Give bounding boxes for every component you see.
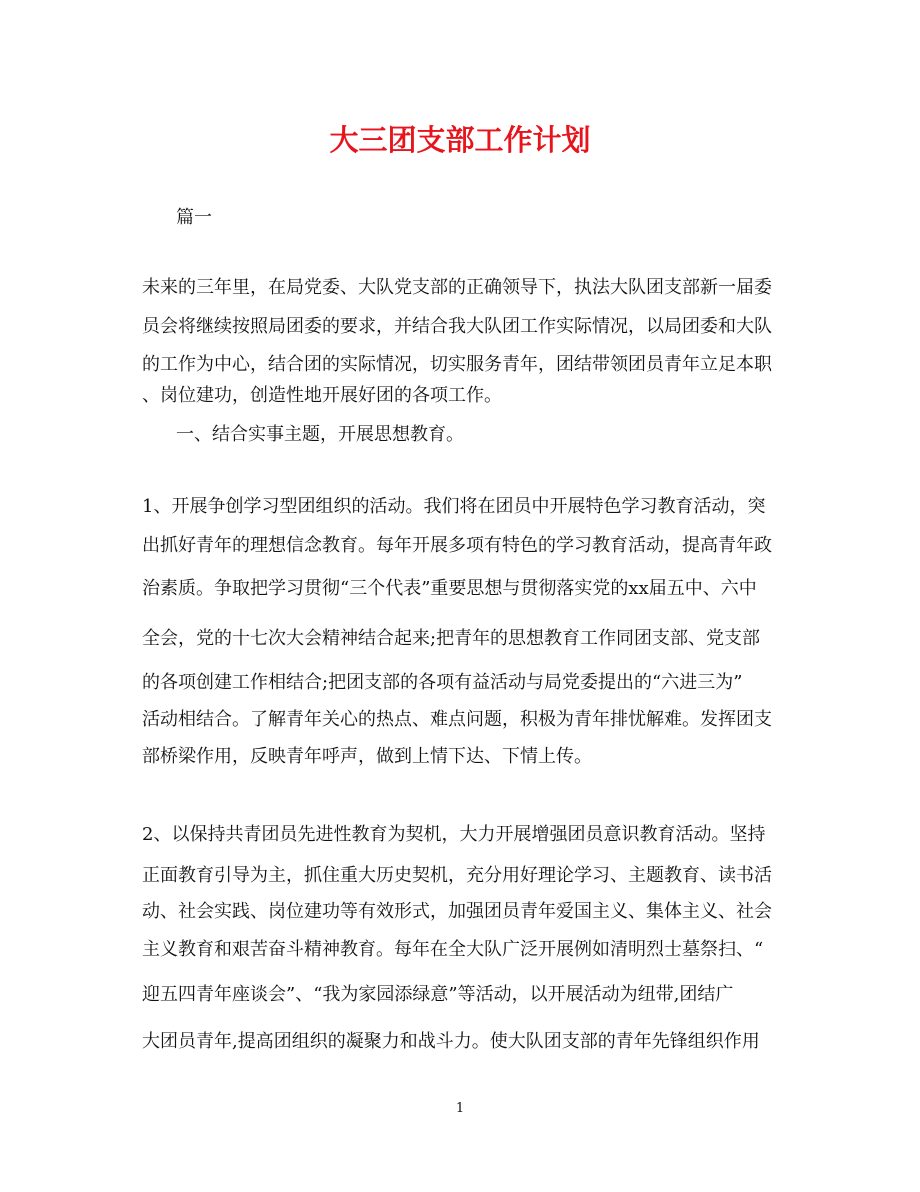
paragraph-1-line: 活动相结合。了解青年关心的热点、难点问题，积极为青年排忧解难。发挥团支 — [142, 709, 772, 730]
intro-line: 未来的三年里，在局党委、大队党支部的正确领导下，执法大队团支部新一届委 — [142, 277, 772, 298]
paragraph-2-line: 正面教育引导为主，抓住重大历史契机，充分用好理论学习、主题教育、读书活 — [142, 865, 772, 886]
page-number: 1 — [455, 1101, 465, 1116]
paragraph-1-line: 出抓好青年的理想信念教育。每年开展多项有特色的学习教育活动，提高青年政 — [142, 535, 772, 556]
intro-line: 的工作为中心，结合团的实际情况，切实服务青年，团结带领团员青年立足本职 — [142, 354, 772, 375]
intro-line: 、岗位建功，创造性地开展好团的各项工作。 — [142, 385, 502, 406]
paragraph-2-line: 迎五四青年座谈会”、“我为家园添绿意”等活动，以开展活动为纽带,团结广 — [142, 984, 734, 1005]
paragraph-1-line: 治素质。争取把学习贯彻“三个代表”重要思想与贯彻落实党的xx届五中、六中 — [142, 578, 757, 599]
paragraph-2-line: 主义教育和艰苦奋斗精神教育。每年在全大队广泛开展例如清明烈士墓祭扫、“ — [142, 939, 764, 960]
paragraph-1-line: 1、开展争创学习型团组织的活动。我们将在团员中开展特色学习教育活动，突 — [142, 496, 766, 517]
section-label: 篇一 — [176, 207, 212, 228]
paragraph-2-line: 大团员青年,提高团组织的凝聚力和战斗力。使大队团支部的青年先锋组织作用 — [142, 1031, 760, 1052]
paragraph-1-line: 的各项创建工作相结合;把团支部的各项有益活动与局党委提出的“六进三为” — [142, 672, 743, 693]
document-title: 大三团支部工作计划 — [329, 123, 591, 157]
paragraph-1-line: 部桥梁作用，反映青年呼声，做到上情下达、下情上传。 — [142, 746, 592, 767]
section-heading: 一、结合实事主题，开展思想教育。 — [176, 424, 464, 445]
paragraph-2-line: 动、社会实践、岗位建功等有效形式，加强团员青年爱国主义、集体主义、社会 — [142, 901, 772, 922]
paragraph-2-line: 2、以保持共青团员先进性教育为契机，大力开展增强团员意识教育活动。坚持 — [142, 824, 766, 845]
paragraph-1-line: 全会，党的十七次大会精神结合起来;把青年的思想教育工作同团支部、党支部 — [142, 628, 761, 649]
intro-line: 员会将继续按照局团委的要求，并结合我大队团工作实际情况，以局团委和大队 — [142, 316, 772, 337]
